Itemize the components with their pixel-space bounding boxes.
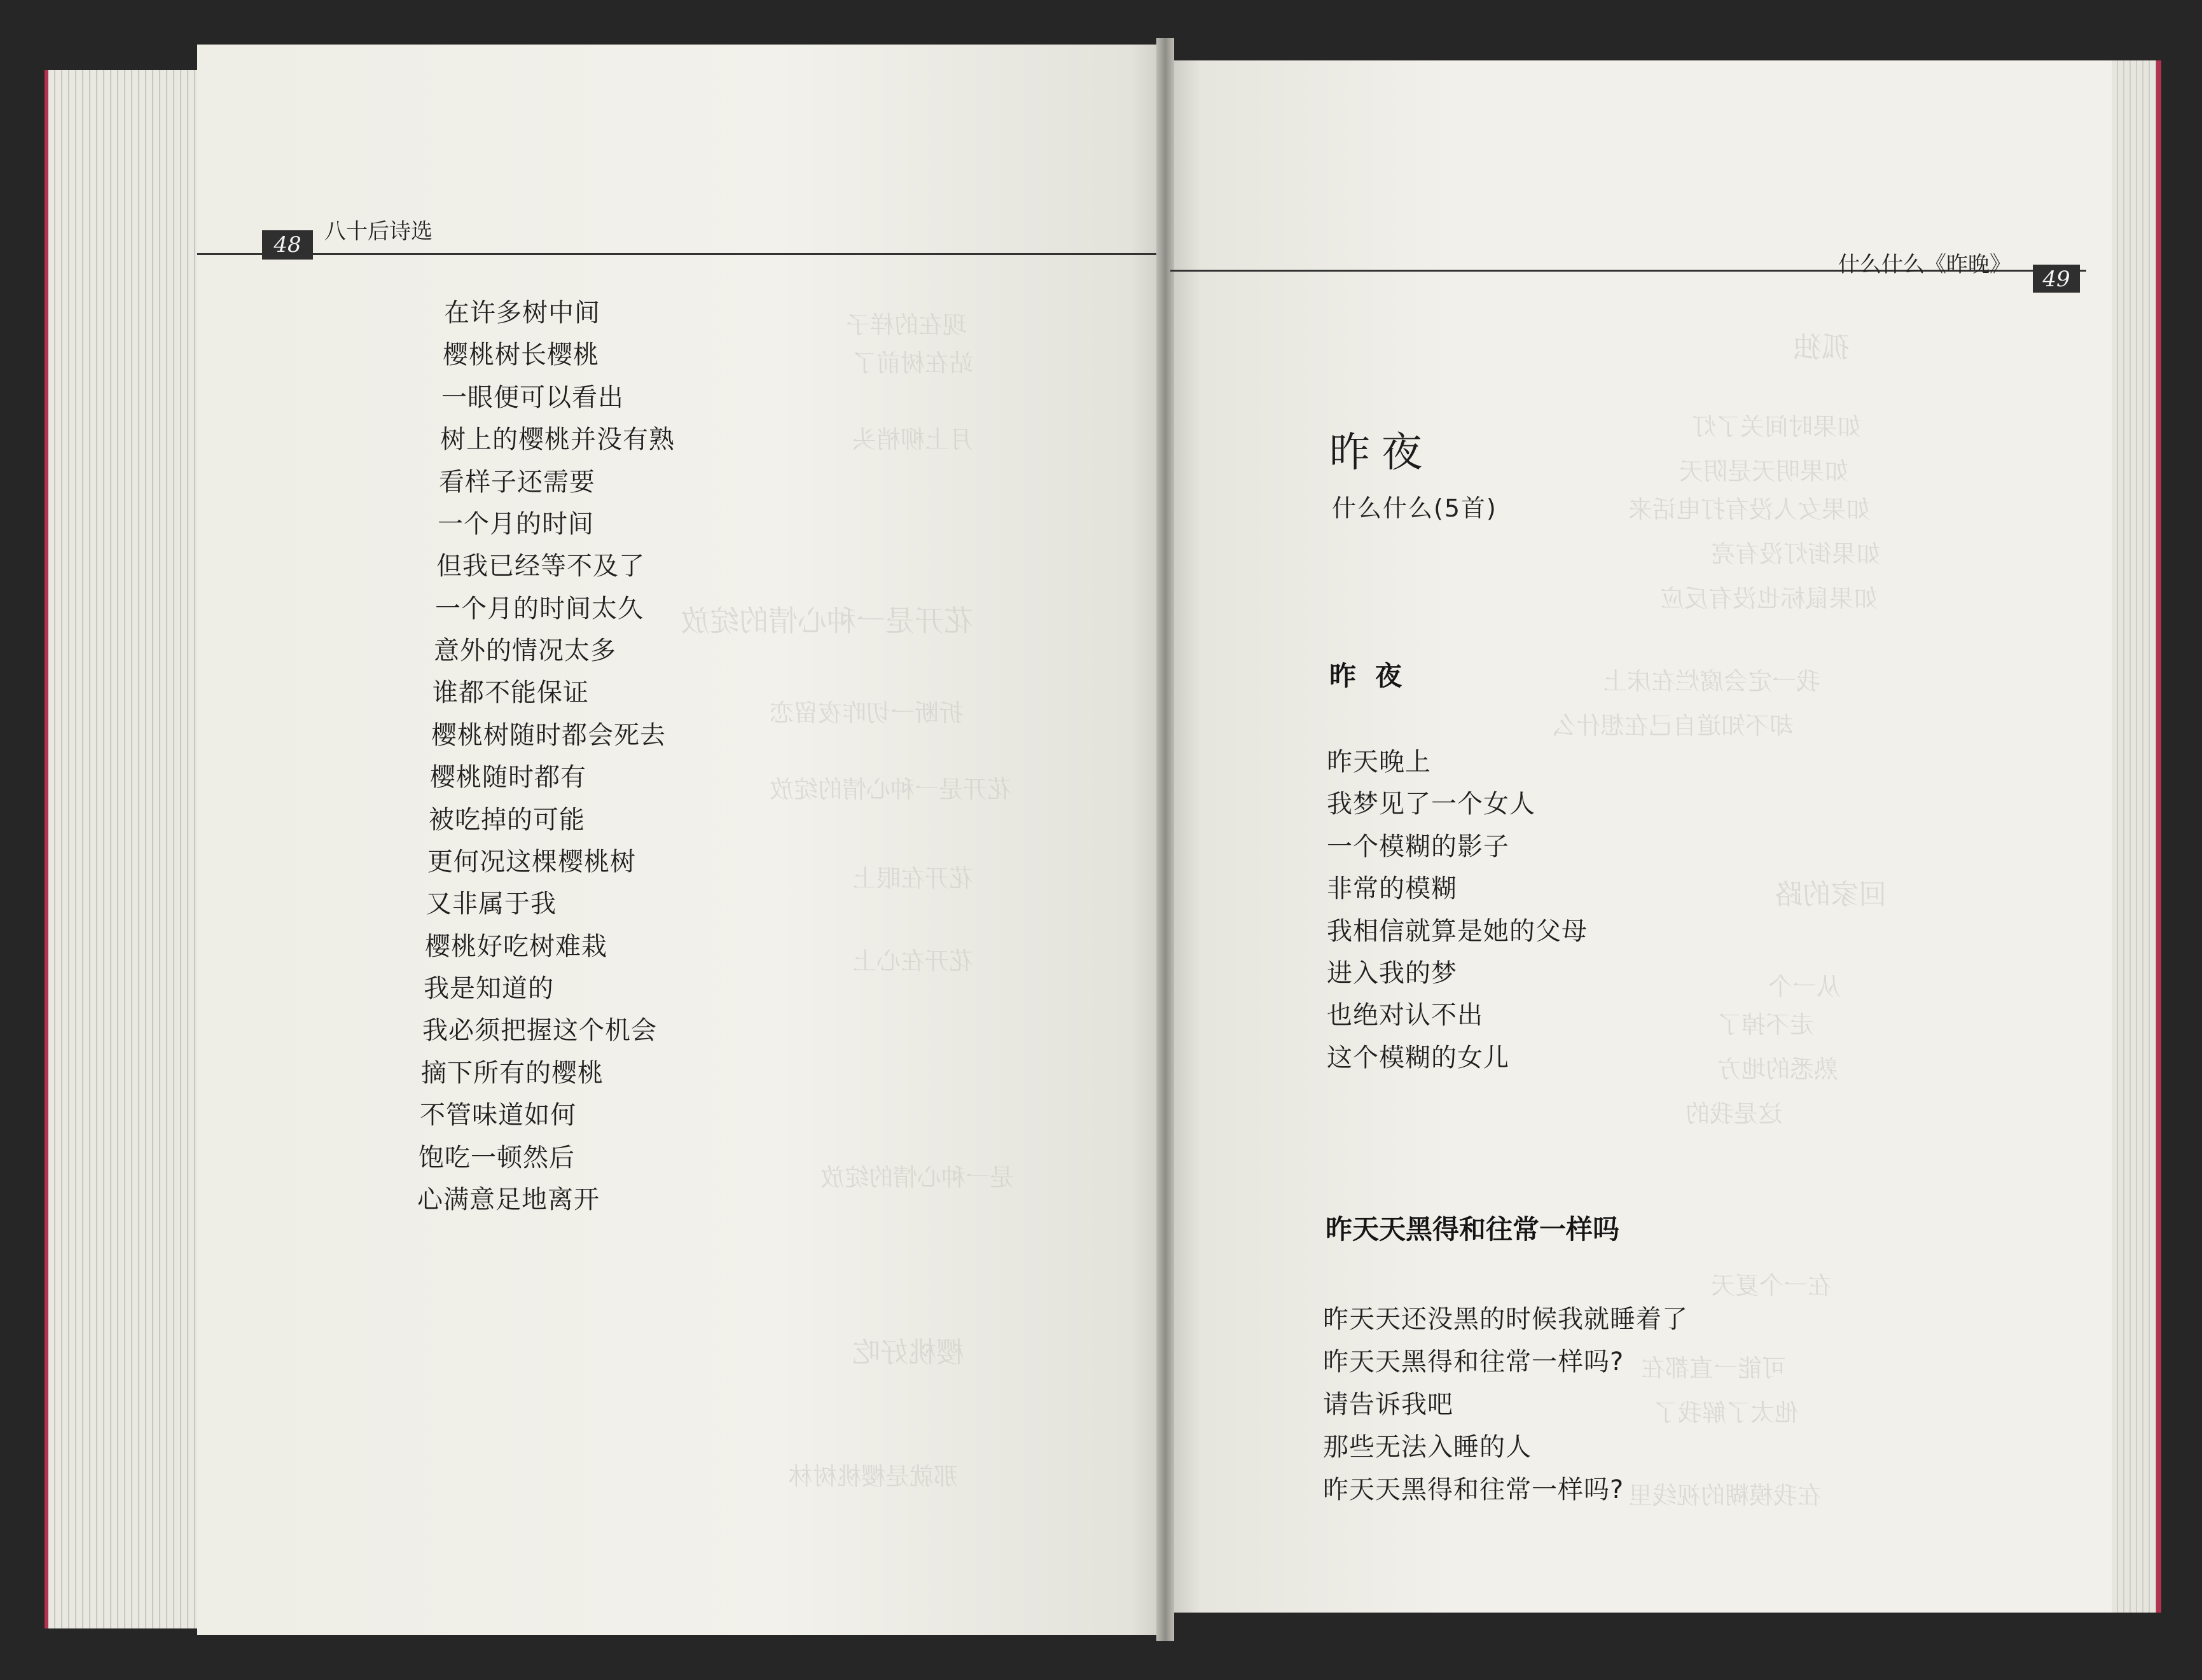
bleed-through-text: 樱桃好吃 — [852, 1336, 964, 1369]
poem-title: 昨天天黑得和往常一样吗 — [1326, 1214, 1620, 1245]
poem-line: 更何况这棵樱桃树 — [427, 847, 636, 877]
author-line: 什么什么(5首) — [1332, 494, 1497, 522]
poem-line: 我必须把握这个机会 — [422, 1016, 657, 1045]
poem-line: 昨天天还没黑的时候我就睡着了 — [1323, 1305, 1688, 1334]
bleed-through-text: 如果街灯没有亮 — [1711, 540, 1881, 568]
poem-line: 昨天晚上 — [1327, 747, 1431, 777]
bleed-through-text: 现在的样子 — [846, 311, 967, 339]
bleed-through-text: 是一种心情的绽放 — [821, 1163, 1014, 1191]
poem-line: 樱桃树长樱桃 — [443, 340, 599, 370]
poem-line: 一个模糊的影子 — [1327, 832, 1509, 861]
poem-line: 被吃掉的可能 — [429, 805, 585, 835]
poem-line: 一眼便可以看出 — [441, 383, 624, 412]
bleed-through-text: 走不掉了 — [1717, 1011, 1815, 1039]
bleed-through-text: 月上柳梢头 — [852, 426, 974, 454]
poem-line: 一个月的时间太久 — [435, 594, 644, 623]
left-page — [197, 45, 1170, 1635]
poem-line: 我梦见了一个女人 — [1327, 789, 1535, 819]
poem-line: 那些无法入睡的人 — [1323, 1433, 1532, 1462]
poem-line: 谁都不能保证 — [433, 678, 589, 707]
poem-line: 摘下所有的樱桃 — [421, 1059, 604, 1088]
bleed-through-text: 如果女人没有打电话来 — [1628, 496, 1871, 524]
bleed-through-text: 在我模糊的视线里 — [1628, 1482, 1822, 1510]
left-running-head: 八十后诗选 — [324, 219, 433, 244]
bleed-through-text: 在一个夏天 — [1711, 1272, 1832, 1300]
poem-line: 樱桃好吃树难栽 — [425, 932, 607, 961]
poem-line: 樱桃树随时都会死去 — [431, 721, 666, 750]
bleed-through-text: 熟悉的地方 — [1717, 1055, 1839, 1083]
poem-line: 请告诉我吧 — [1323, 1390, 1453, 1419]
stacked-page-edges-left — [45, 70, 214, 1628]
bleed-through-text: 如果鼠标也没有反应 — [1660, 585, 1878, 613]
bleed-through-text: 站在树前了 — [852, 349, 974, 377]
bleed-through-text: 折断一切昨夜留恋 — [770, 699, 964, 727]
bleed-through-text: 如果时间关了灯 — [1692, 413, 1862, 441]
bleed-through-text: 从一个 — [1768, 973, 1841, 1001]
poem-line: 昨天天黑得和往常一样吗? — [1323, 1347, 1624, 1377]
poem-line: 这个模糊的女儿 — [1327, 1043, 1509, 1073]
poem-line: 树上的樱桃并没有熟 — [440, 425, 675, 454]
poem-line: 意外的情况太多 — [434, 636, 616, 665]
right-running-head: 什么什么《昨晚》 — [1838, 252, 2011, 277]
bleed-through-text: 花开是一种心情的绽放 — [770, 775, 1012, 803]
right-page-number: 49 — [2033, 265, 2080, 293]
bleed-through-text: 他太了解我了 — [1654, 1399, 1799, 1427]
poem-line: 又非属于我 — [426, 889, 557, 919]
bleed-through-text: 这是我的 — [1686, 1100, 1783, 1128]
poem-line: 进入我的梦 — [1327, 959, 1457, 988]
bleed-through-text: 可能一直都在 — [1641, 1354, 1787, 1382]
bleed-through-text: 花开在心上 — [852, 947, 974, 975]
poem-line: 一个月的时间 — [438, 510, 594, 539]
poem-line: 樱桃随时都有 — [430, 763, 586, 792]
poem-line: 在许多树中间 — [444, 298, 600, 328]
bleed-through-text: 孤独 — [1794, 331, 1850, 364]
left-header-rule — [197, 253, 1164, 255]
bleed-through-text: 花开在眼上 — [852, 864, 974, 892]
bleed-through-text: 花开是一种心情的绽放 — [681, 604, 973, 638]
poem-line: 不管味道如何 — [420, 1100, 576, 1130]
poem-line: 也绝对认不出 — [1327, 1001, 1483, 1030]
bleed-through-text: 我一定会腐烂在床上 — [1603, 667, 1821, 695]
poem-line: 我相信就算是她的父母 — [1327, 917, 1588, 946]
poem-line: 昨天天黑得和往常一样吗? — [1323, 1475, 1624, 1504]
bleed-through-text: 如果明天是阴天 — [1679, 457, 1849, 485]
right-page — [1164, 60, 2112, 1613]
poem-line: 我是知道的 — [424, 974, 554, 1003]
poem-line: 非常的模糊 — [1327, 874, 1457, 903]
bleed-through-text: 那就是樱桃树林 — [789, 1462, 959, 1490]
poem-line: 饱吃一顿然后 — [419, 1143, 575, 1172]
poem-line: 但我已经等不及了 — [436, 552, 645, 581]
chapter-title: 昨夜 — [1329, 429, 1434, 476]
poem-line: 心满意足地离开 — [417, 1185, 600, 1214]
bleed-through-text: 却不知道自己在想什么 — [1552, 712, 1794, 740]
left-page-number: 48 — [262, 230, 313, 260]
bleed-through-text: 回家的路 — [1775, 878, 1887, 911]
poem-line: 看样子还需要 — [439, 468, 595, 497]
book-gutter — [1156, 38, 1174, 1641]
poem-title: 昨夜 — [1329, 660, 1422, 691]
